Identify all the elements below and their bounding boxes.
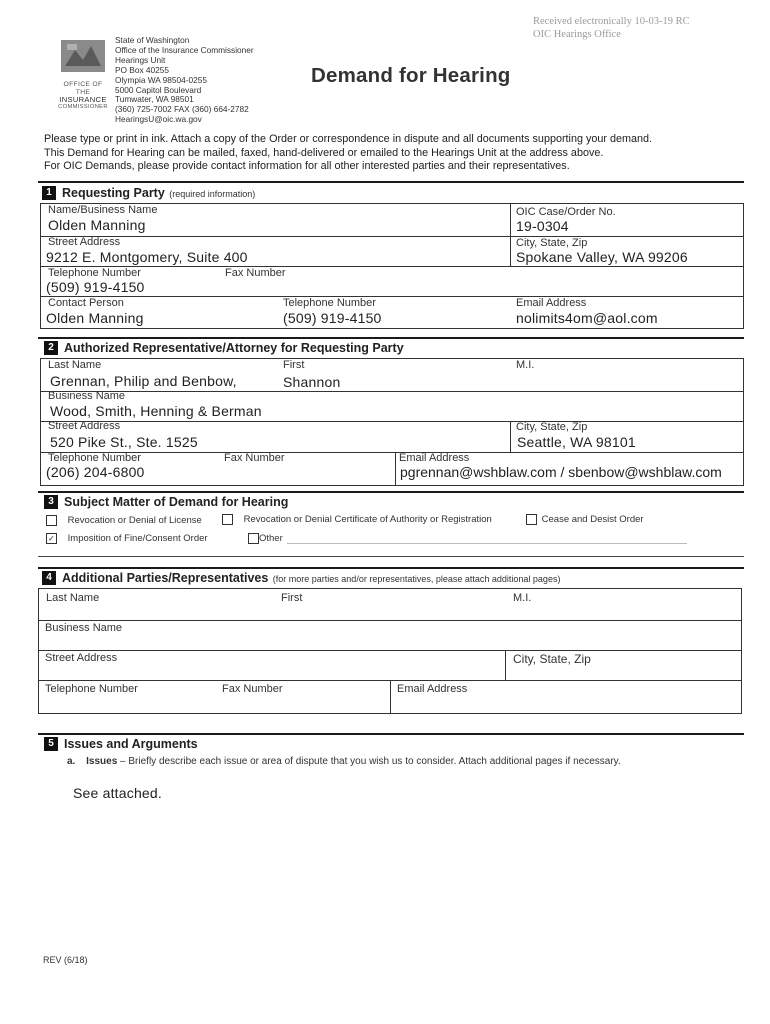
agency-line: Hearings Unit (115, 54, 166, 65)
logo-line-2: INSURANCE (59, 95, 107, 104)
email-value[interactable]: nolimits4om@aol.com (516, 310, 658, 326)
issues-item (67, 756, 621, 767)
agency-line: PO Box 40255 (115, 64, 169, 75)
checkbox[interactable] (46, 515, 57, 526)
city-value[interactable]: Spokane Valley, WA 99206 (516, 249, 688, 265)
section-2-header (44, 339, 404, 357)
item-text: – Briefly describe each issue or area of dispute that you wish us to consider. Attach additional pages if necessary. (120, 756, 621, 767)
contact-value[interactable]: Olden Manning (46, 310, 144, 326)
email-label: Email Address (399, 452, 470, 464)
section-3-bottom-rule (38, 556, 744, 557)
section-note: (required information) (169, 189, 256, 199)
fax-label: Fax Number (224, 452, 285, 464)
section-1-header (42, 184, 255, 202)
last-name-label: Last Name (46, 592, 100, 604)
logo-line-3: COMMISSIONER (58, 103, 108, 110)
section-title: Authorized Representative/Attorney for Requesting Party (64, 341, 404, 355)
case-value[interactable]: 19-0304 (516, 218, 569, 234)
name-value[interactable]: Olden Manning (48, 217, 146, 233)
checkbox-checked[interactable]: ✓ (46, 533, 57, 544)
agency-line: HearingsU@oic.wa.gov (115, 114, 202, 125)
city-value[interactable]: Seattle, WA 98101 (517, 434, 636, 450)
additional-parties-box (38, 588, 742, 714)
oic-logo (58, 40, 108, 111)
first-name-value[interactable]: Shannon (283, 374, 341, 390)
fax-label: Fax Number (225, 267, 286, 279)
checkbox[interactable] (526, 514, 537, 525)
item-title: Issues (86, 756, 118, 767)
street-value[interactable]: 9212 E. Montgomery, Suite 400 (46, 249, 248, 265)
phone-label: Telephone Number (48, 452, 141, 464)
business-label: Business Name (45, 622, 123, 634)
email-value[interactable]: pgrennan@wshblaw.com / sbenbow@wshblaw.com (400, 464, 722, 480)
section-title: Subject Matter of Demand for Hearing (64, 495, 289, 509)
option-label: Other (259, 533, 283, 545)
contact-label: Contact Person (48, 297, 124, 309)
case-label: OIC Case/Order No. (516, 206, 616, 218)
option-label: Cease and Desist Order (541, 514, 644, 526)
section-title: Additional Parties/Representatives (62, 571, 269, 585)
email-label: Email Address (516, 297, 587, 309)
street-value[interactable]: 520 Pike St., Ste. 1525 (50, 434, 198, 450)
checkbox[interactable] (248, 533, 259, 544)
stamp-line-1: Received electronically 10-03-19 RC (533, 16, 690, 27)
option-revocation-license[interactable] (46, 515, 202, 526)
instruction-line: For OIC Demands, please provide contact information for all other interested parties and their representatives. (44, 160, 570, 172)
option-label: Revocation or Denial Certificate of Authority or Registration (243, 514, 492, 526)
section-number: 5 (44, 737, 58, 751)
instruction-line: This Demand for Hearing can be mailed, faxed, hand-delivered or emailed to the Hearings Unit at the address above. (44, 146, 604, 159)
section-5-header (44, 735, 198, 753)
section-number: 2 (44, 341, 58, 355)
last-name-value[interactable]: Grennan, Philip and Benbow, (50, 373, 237, 389)
section-number: 3 (44, 495, 58, 509)
business-label: Business Name (48, 390, 126, 402)
street-label: Street Address (48, 236, 121, 248)
name-label: Name/Business Name (48, 204, 158, 216)
item-letter: a. (67, 756, 76, 767)
option-label: Imposition of Fine/Consent Order (67, 533, 208, 545)
option-cease-desist[interactable] (526, 514, 644, 525)
section-title: Issues and Arguments (64, 737, 198, 751)
section-3-header (44, 493, 288, 511)
last-name-label: Last Name (48, 359, 102, 371)
other-line (287, 543, 687, 544)
section-1-rule (38, 181, 744, 183)
agency-line: Office of the Insurance Commissioner (115, 44, 254, 55)
issues-answer[interactable]: See attached. (73, 785, 162, 801)
agency-address (115, 36, 254, 125)
city-label: City, State, Zip (516, 421, 588, 433)
instruction-line: Please type or print in ink. Attach a copy of the Order or correspondence in dispute and all documents supporting your demand. (44, 133, 652, 145)
section-number: 4 (42, 571, 56, 585)
page-title: Demand for Hearing (311, 64, 511, 87)
contact-phone-label: Telephone Number (283, 297, 376, 309)
first-name-label: First (283, 359, 305, 371)
option-revocation-certificate[interactable] (222, 514, 492, 525)
revision-label: REV (6/18) (43, 955, 88, 965)
email-label: Email Address (397, 683, 468, 695)
section-title: Requesting Party (62, 186, 165, 200)
street-label: Street Address (48, 420, 121, 432)
logo-line-1: OFFICE OF THE (63, 81, 103, 96)
agency-line: Tumwater, WA 98501 (115, 94, 194, 105)
seal-icon (61, 40, 105, 72)
phone-label: Telephone Number (48, 267, 141, 279)
received-stamp (533, 15, 690, 41)
contact-phone-value[interactable]: (509) 919-4150 (283, 310, 382, 326)
instructions (44, 133, 744, 174)
mi-label: M.I. (513, 592, 532, 604)
section-4-header (42, 569, 560, 587)
agency-line: Olympia WA 98504-0255 (115, 74, 207, 85)
business-value[interactable]: Wood, Smith, Henning & Berman (50, 403, 262, 419)
option-other[interactable] (248, 533, 283, 544)
agency-line: (360) 725-7002 FAX (360) 664-2782 (115, 104, 249, 115)
phone-value[interactable]: (509) 919-4150 (46, 279, 145, 295)
city-label: City, State, Zip (516, 237, 588, 249)
option-fine-consent[interactable] (46, 533, 208, 544)
option-label: Revocation or Denial of License (67, 515, 202, 527)
phone-label: Telephone Number (45, 683, 138, 695)
fax-label: Fax Number (222, 683, 283, 695)
stamp-line-2: OIC Hearings Office (533, 29, 621, 40)
section-note: (for more parties and/or representatives, please attach additional pages) (272, 574, 561, 584)
checkbox[interactable] (222, 514, 233, 525)
agency-line: State of Washington (115, 35, 190, 45)
street-label: Street Address (45, 652, 118, 664)
section-number: 1 (42, 186, 56, 200)
city-label: City, State, Zip (513, 652, 591, 666)
agency-line: 5000 Capitol Boulevard (115, 84, 202, 95)
mi-label: M.I. (516, 359, 535, 371)
first-name-label: First (281, 592, 303, 604)
phone-value[interactable]: (206) 204-6800 (46, 464, 145, 480)
